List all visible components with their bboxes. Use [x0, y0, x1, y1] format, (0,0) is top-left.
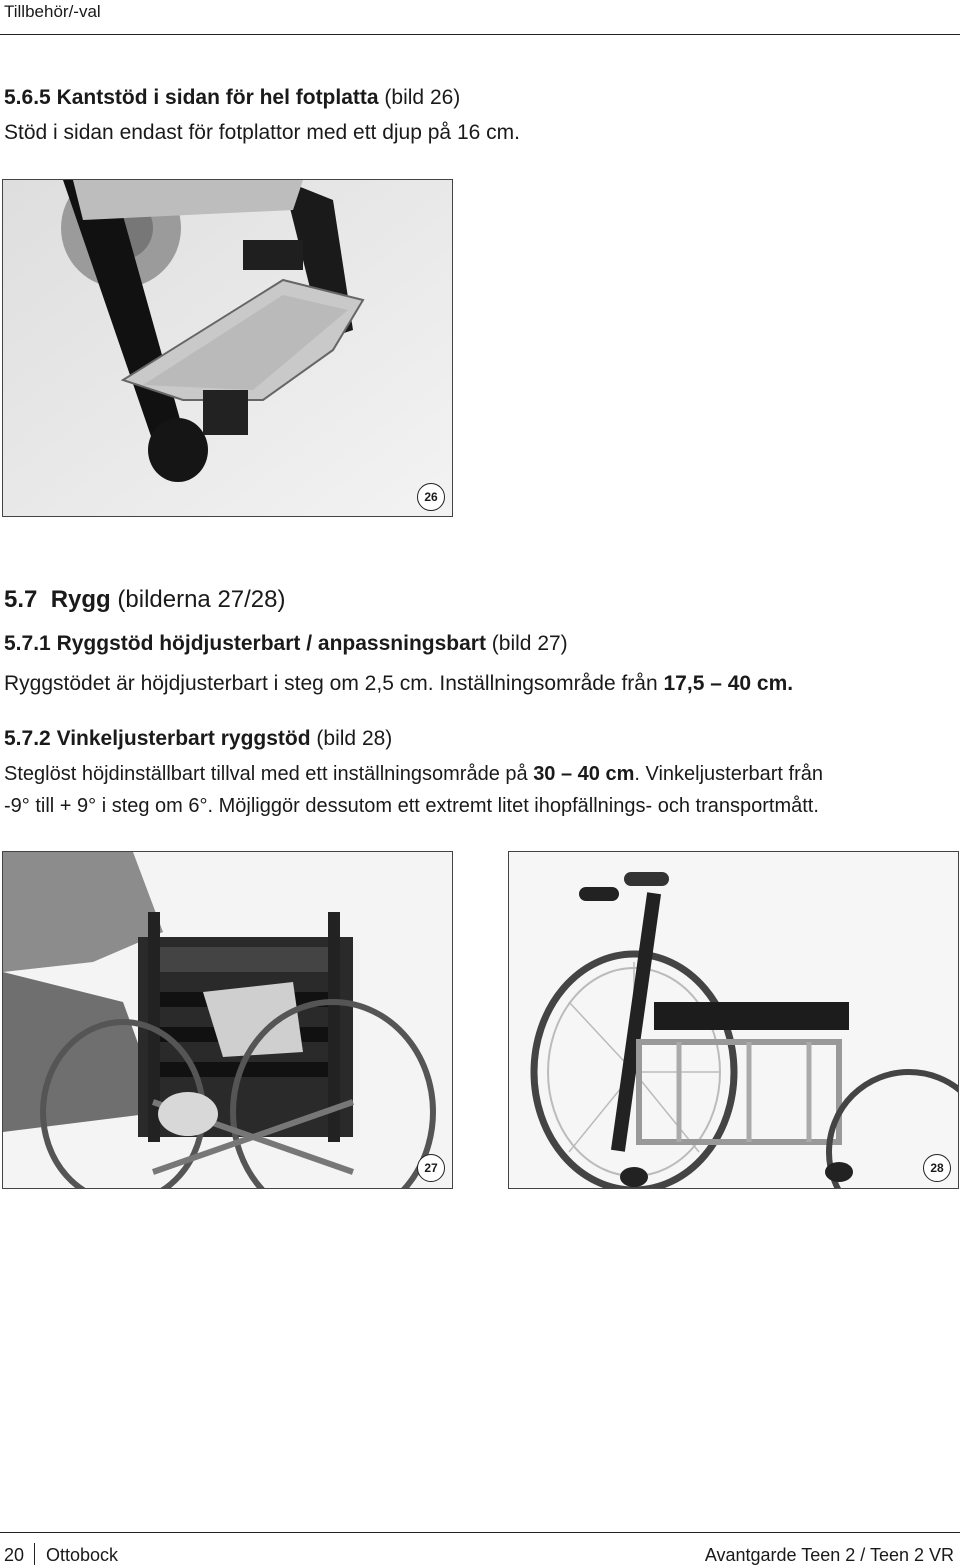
figure-27-photo: [2, 851, 453, 1189]
section-5-7-2-heading: [4, 727, 392, 751]
section-5-7-heading: [4, 586, 286, 614]
section-5-6-5-text: Stöd i sidan endast för fotplattor med ett djup på 16 cm.: [4, 121, 520, 144]
body-text: Ryggstödet är höjdjusterbart i steg om 2,5 cm. Inställningsområde från: [4, 672, 658, 695]
section-number: 5.7.2: [4, 727, 51, 750]
range-value: 30 – 40 cm: [533, 763, 635, 785]
body-text: . Vinkeljusterbart från: [634, 763, 824, 785]
section-title: Rygg: [50, 586, 111, 613]
section-number: 5.6.5: [4, 86, 51, 109]
section-number: 5.7.1: [4, 632, 51, 655]
section-title: Ryggstöd höjdjusterbart / anpassningsbart: [56, 632, 486, 655]
section-5-7-1-text: [4, 672, 793, 696]
header-rule: [0, 34, 960, 35]
running-header: Tillbehör/-val: [4, 2, 101, 21]
footer-separator: [34, 1543, 35, 1565]
figure-reference: (bild 26): [384, 86, 461, 109]
footer-page-number: 20: [4, 1545, 25, 1565]
section-5-7-2-text-line2: -9° till + 9° i steg om 6°. Möjliggör dessutom ett extremt litet ihopfällnings- och transportmått.: [4, 795, 819, 817]
figure-reference: (bilderna 27/28): [117, 586, 286, 613]
section-5-7-2-text-line1: [4, 763, 823, 786]
section-number: 5.7: [4, 586, 38, 613]
figure-26-photo: [2, 179, 453, 517]
range-value: 17,5 – 40 cm.: [663, 672, 794, 695]
figure-28-photo: [508, 851, 959, 1189]
figure-reference: (bild 28): [316, 727, 393, 750]
figure-reference: (bild 27): [491, 632, 568, 655]
section-title: Vinkeljusterbart ryggstöd: [56, 727, 311, 750]
footer-rule: [0, 1532, 960, 1533]
figure-28-label: 28: [923, 1154, 951, 1182]
section-5-6-5-heading: [4, 86, 460, 110]
figure-26-label: 26: [417, 483, 445, 511]
section-5-7-1-heading: [4, 632, 568, 656]
footer-brand: Ottobock: [46, 1545, 119, 1565]
section-title: Kantstöd i sidan för hel fotplatta: [56, 86, 379, 109]
body-text: Steglöst höjdinställbart tillval med ett inställningsområde på: [4, 763, 528, 785]
footer-product: Avantgarde Teen 2 / Teen 2 VR: [704, 1545, 954, 1565]
figure-27-label: 27: [417, 1154, 445, 1182]
